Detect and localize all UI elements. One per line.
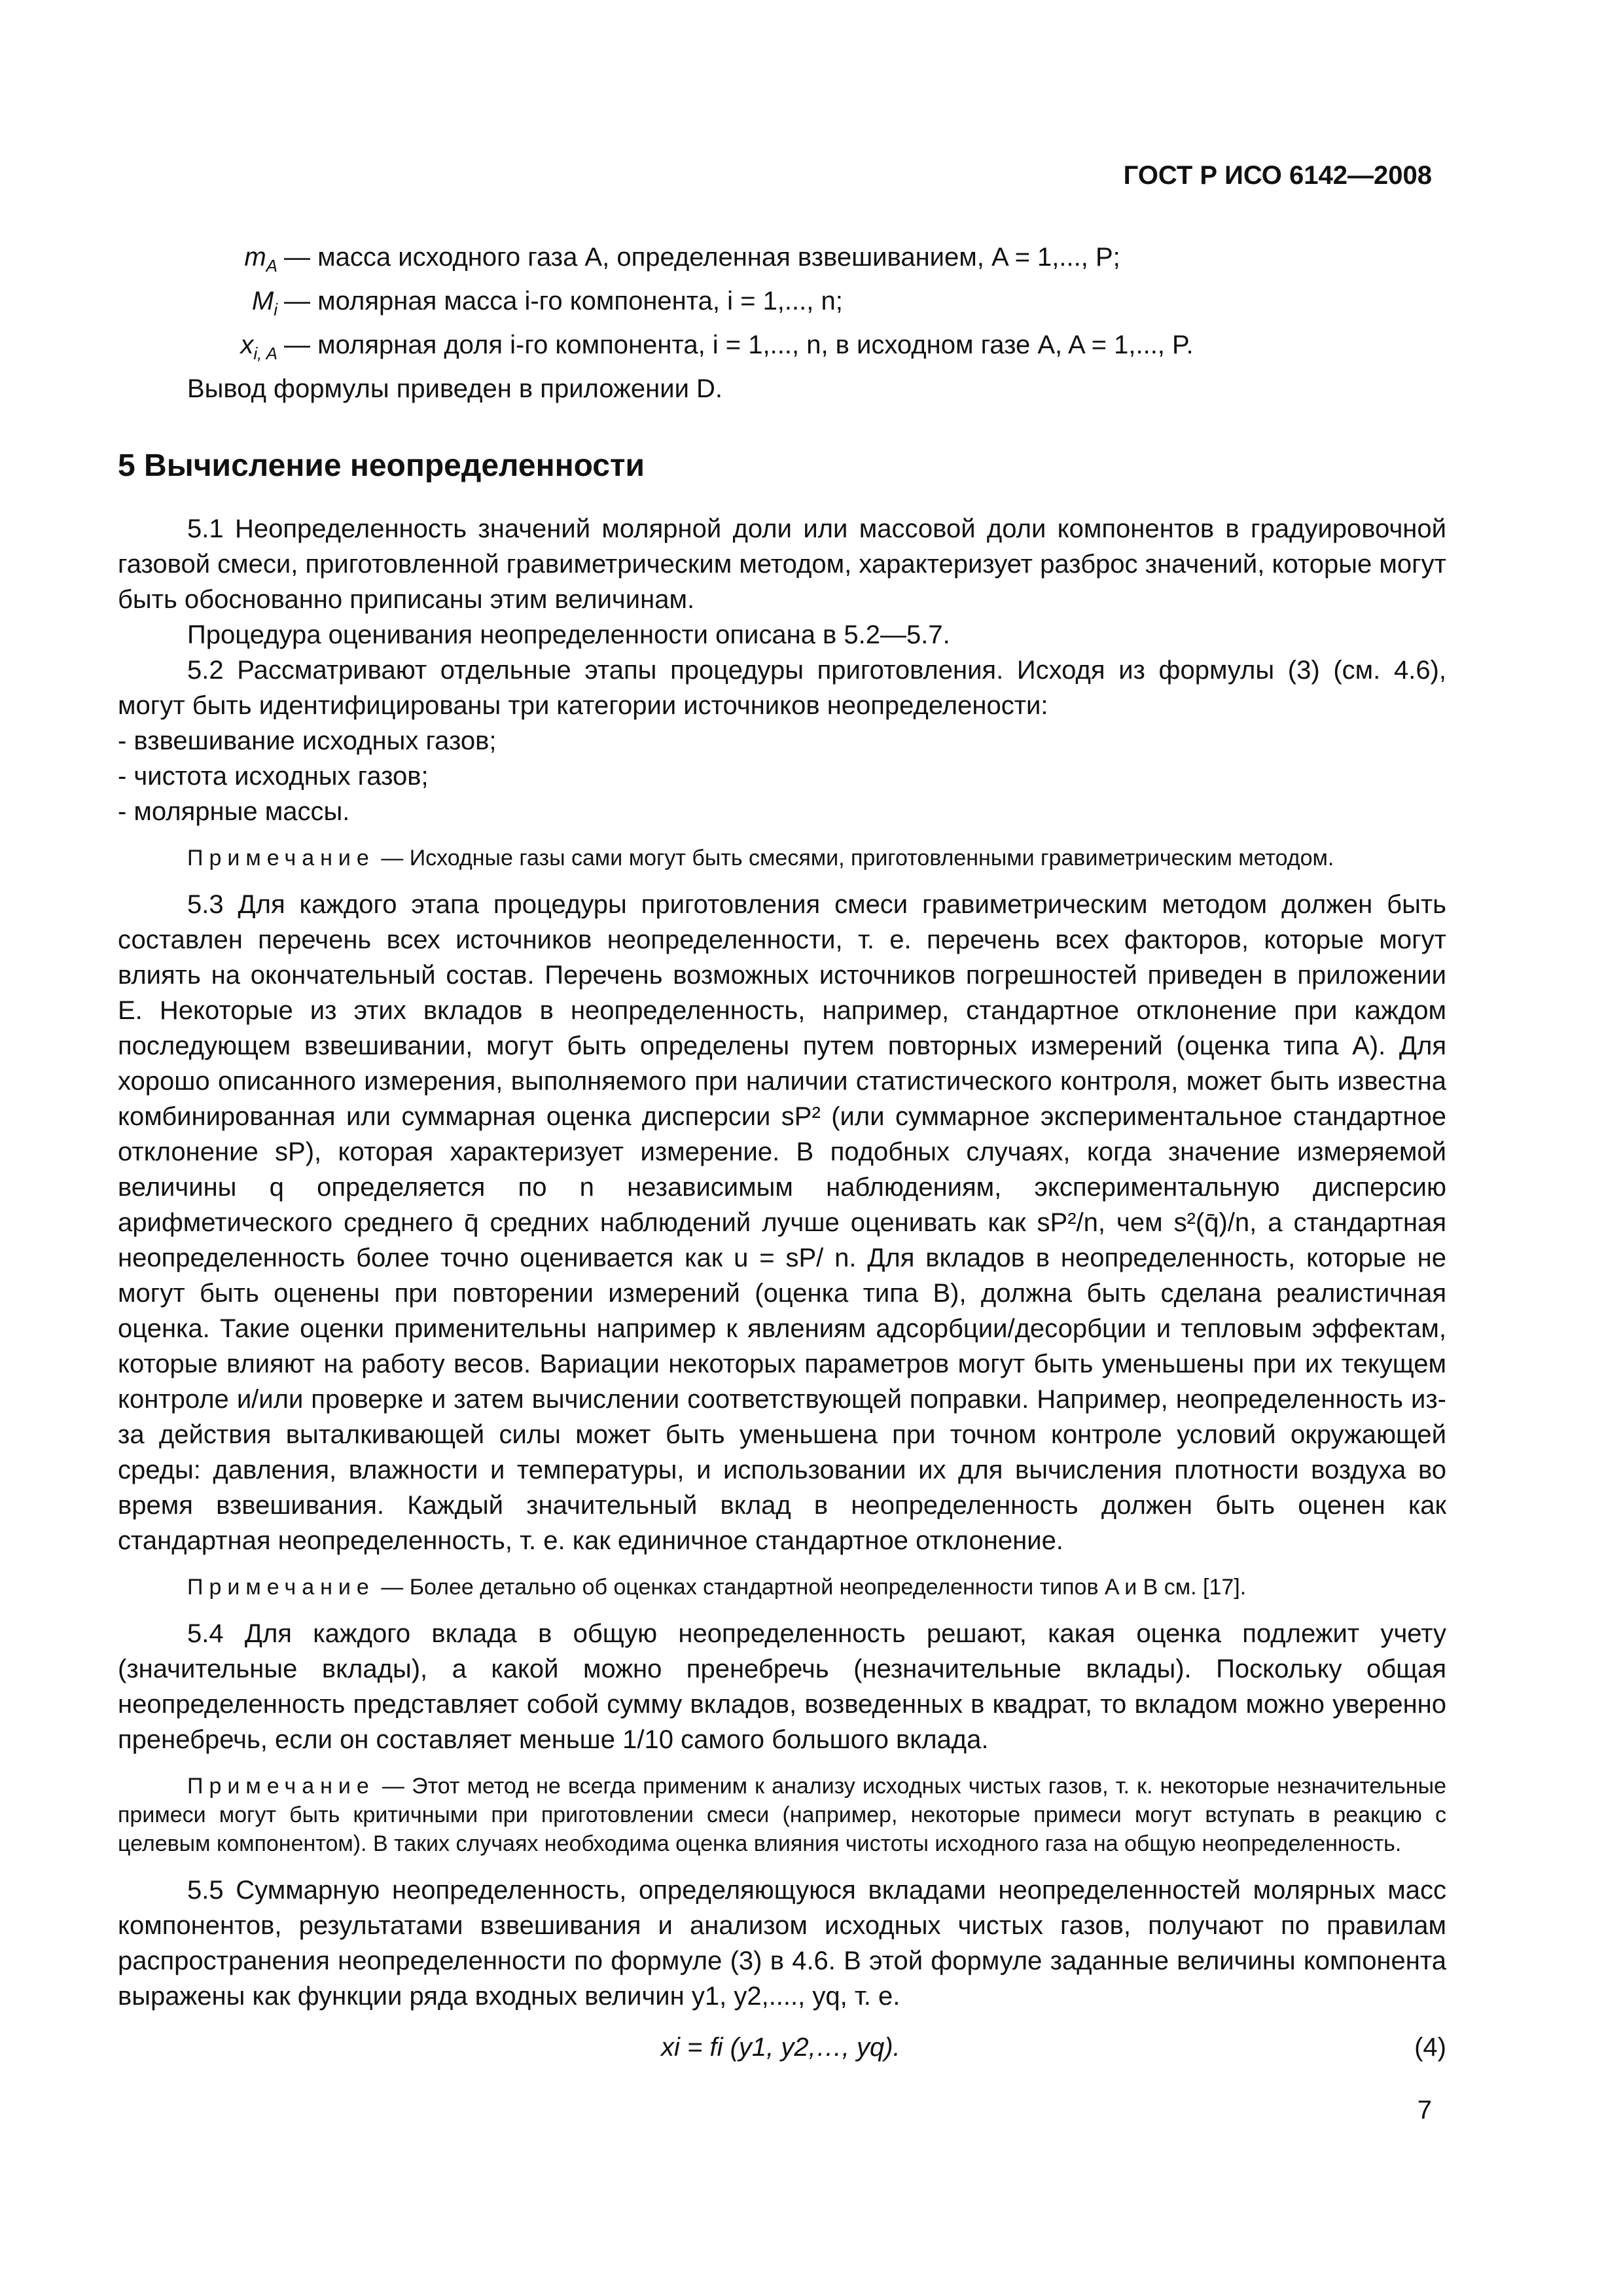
- section-title: 5 Вычисление неопределенности: [118, 448, 645, 483]
- page-number: 7: [1417, 2096, 1432, 2125]
- variable-description: — масса исходного газа A, определенная взвешиванием, A = 1,..., P;: [284, 243, 1120, 272]
- paragraph-5-3: 5.3 Для каждого этапа процедуры приготовления смеси гравиметрическим методом должен быть составлен перечень всех источников неопределенности, т. е. перечень всех факторов, которые могут влиять на окончательный состав. Перечень возможных источников погрешностей приведен в приложении E. Некоторые из этих вкладов в неопределенность, например, стандартное отклонение при каждом последующем взвешивании, могут быть определены путем повторных измерений (оценка типа A). Для хорошо описанного измерения, выполняемого при наличии статистического контроля, может быть известна комбинированная или суммарная оценка дисперсии sP² (или суммарное экспериментальное стандартное отклонение sP), которая характеризует измерение. В подобных случаях, когда значение измеряемой величины q определяется по n независимым наблюдениям, экспериментальную дисперсию арифметического среднего q̄ средних наблюдений лучше оценивать как sP²/n, чем s²(q̄)/n, а стандартная неопределенность более точно оценивается как u = sP/ n. Для вкладов в неопределенность, которые не могут быть оценены при повторении измерений (оценка типа B), должна быть сделана реалистичная оценка. Такие оценки применительны например к явлениям адсорбции/десорбции и тепловым эффектам, которые влияют на работу весов. Вариации некоторых параметров могут быть уменьшены при их текущем контроле и/или проверке и затем вычислении соответствующей поправки. Например, неопределенность из-за действия выталкивающей силы может быть уменьшена при точном контроле условий окружающей среды: давления, влажности и температуры, и использовании их для вычисления плотности воздуха во время взвешивания. Каждый значительный вклад в неопределенность должен быть оценен как стандартная неопределенность, т. е. как единичное стандартное отклонение.: [118, 890, 1446, 1555]
- standard-header: ГОСТ Р ИСО 6142—2008: [1123, 161, 1432, 190]
- note-2: [118, 1573, 1446, 1602]
- page-body: [118, 240, 1446, 2070]
- list-item: - взвешивание исходных газов;: [118, 726, 497, 755]
- variable-definitions: [118, 240, 1446, 371]
- paragraph-5-4: 5.4 Для каждого вклада в общую неопределенность решают, какая оценка подлежит учету (значительные вклады), а какой можно пренебречь (незначительные вклады). Поскольку общая неопределенность представляет собой сумму вкладов, возведенных в квадрат, то вкладом можно уверенно пренебречь, если он составляет меньше 1/10 самого большого вклада.: [118, 1619, 1446, 1754]
- variable-symbol: x: [240, 331, 254, 359]
- note-text: — Этот метод не всегда применим к анализу исходных чистых газов, т. к. некоторые незначительные примеси могут быть критичными при приготовлении смеси (например, некоторые примеси могут вступать в реакцию с целевым компонентом). В таких случаях необходима оценка влияния чистоты исходного газа на общую неопределенность.: [118, 1774, 1446, 1856]
- formula-4: [118, 2024, 1446, 2070]
- paragraph-5-1-procedure: Процедура оценивания неопределенности описана в 5.2—5.7.: [187, 620, 950, 649]
- uncertainty-sources-list: [118, 723, 1446, 829]
- paragraph-5-1: 5.1 Неопределенность значений молярной доли или массовой доли компонентов в градуировочной газовой смеси, приготовленной гравиметрическим методом, характеризует разброс значений, которые могут быть обоснованно приписаны этим величинам.: [118, 514, 1446, 614]
- note-3: [118, 1772, 1446, 1858]
- derivation-note: Вывод формулы приведен в приложении D.: [187, 374, 723, 403]
- note-1: [118, 844, 1446, 872]
- formula-number: (4): [1414, 2033, 1446, 2062]
- list-item: - чистота исходных газов;: [118, 762, 429, 791]
- note-text: — Исходные газы сами могут быть смесями, приготовленными гравиметрическим методом.: [374, 846, 1334, 870]
- variable-definition: [118, 283, 1446, 327]
- variable-subscript: A: [266, 256, 277, 276]
- variable-symbol: m: [244, 243, 266, 272]
- variable-description: — молярная доля i-го компонента, i = 1,..., n, в исходном газе A, A = 1,..., P.: [284, 331, 1194, 359]
- paragraph-5-2: 5.2 Рассматривают отдельные этапы процедуры приготовления. Исходя из формулы (3) (см. 4.6), могут быть идентифицированы три категории источников неопределености:: [118, 656, 1446, 720]
- variable-symbol: M: [251, 287, 274, 315]
- list-item: - молярные массы.: [118, 797, 350, 826]
- note-label: Примечание: [187, 1774, 375, 1799]
- note-label: Примечание: [187, 1575, 375, 1600]
- note-label: Примечание: [187, 846, 375, 870]
- variable-definition: [118, 327, 1446, 371]
- variable-subscript: i, A: [253, 344, 277, 363]
- formula-expression: xi = fi (y1, y2,…, yq).: [661, 2033, 901, 2062]
- variable-definition: [118, 240, 1446, 283]
- paragraph-5-5: 5.5 Суммарную неопределенность, определяющуюся вкладами неопределенностей молярных масс компонентов, результатами взвешивания и анализом исходных чистых газов, получают по правилам распространения неопределенности по формуле (3) в 4.6. В этой формуле заданные величины компонента выражены как функции ряда входных величин y1, y2,...., yq, т. е.: [118, 1876, 1446, 2011]
- note-text: — Более детально об оценках стандартной неопределенности типов A и B см. [17].: [374, 1575, 1247, 1600]
- variable-subscript: i: [274, 300, 277, 319]
- variable-description: — молярная масса i-го компонента, i = 1,..., n;: [284, 287, 843, 315]
